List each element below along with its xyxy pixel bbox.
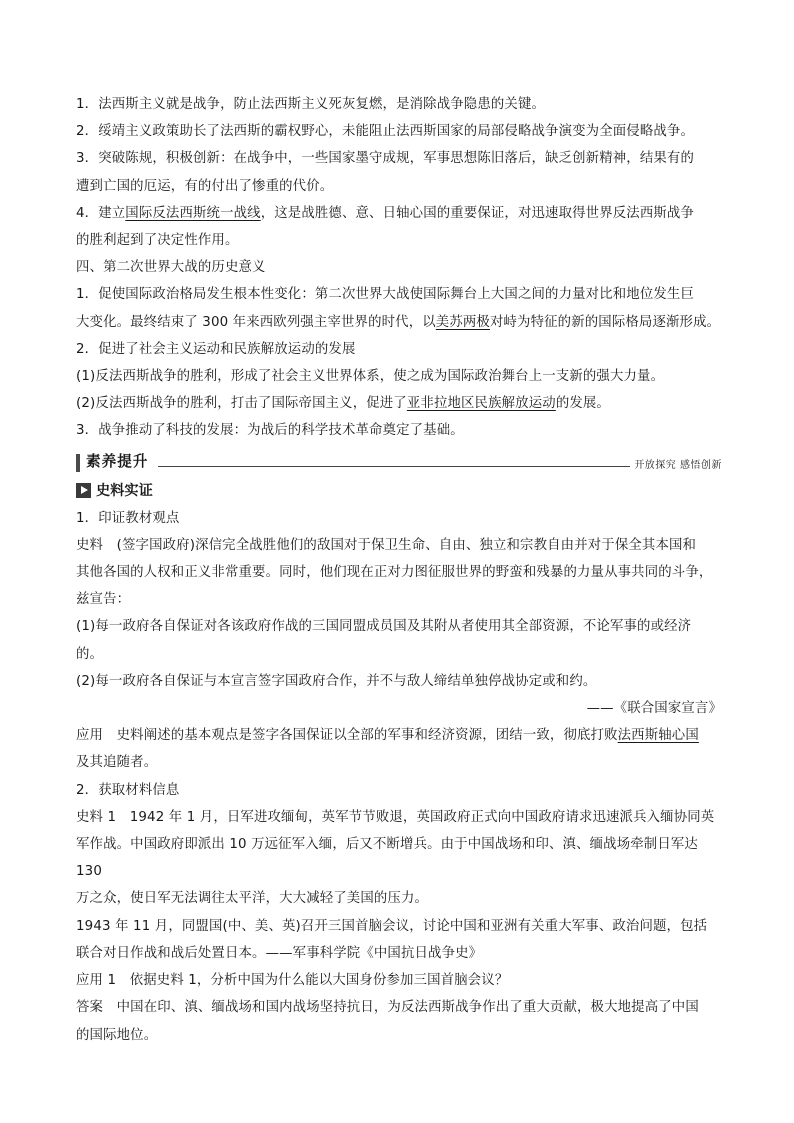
- source-text: (1)每一政府各自保证对各该政府作战的三国同盟成员国及其附从者使用其全部资源，不论军事的或经济: [76, 619, 692, 635]
- answer-text: 的国际地位。: [76, 1027, 158, 1043]
- paragraph: 遭到亡国的厄运，有的付出了惨重的代价。: [76, 178, 334, 194]
- section-heading: 四、第二次世界大战的历史意义: [76, 260, 266, 276]
- application-text: 及其追随者。: [76, 755, 158, 771]
- play-triangle-icon: [76, 483, 91, 498]
- paragraph: (2)反法西斯战争的胜利，打击了国际帝国主义，促进了亚非拉地区民族解放运动的发展。: [76, 396, 610, 412]
- underlined-term: 亚非拉地区民族解放运动: [406, 396, 556, 412]
- paragraph: 1．法西斯主义就是战争，防止法西斯主义死灰复燃，是消除战争隐患的关键。: [76, 97, 546, 112]
- subsection-title: 史料实证: [96, 482, 153, 499]
- subsection-heading: 1．印证教材观点: [76, 510, 180, 526]
- paragraph: 大变化。最终结束了 300 年来西欧列强主宰世界的时代，以美苏两极对峙为特征的新的国际格局逐渐形成。: [76, 314, 721, 330]
- paragraph: (1)反法西斯战争的胜利，形成了社会主义世界体系，使之成为国际政治舞台上一支新的强大力量。: [76, 369, 665, 385]
- source-text: 1943 年 11 月，同盟国(中、美、英)召开三国首脑会议，讨论中国和亚洲有关重大军事、政治问题，包括: [76, 918, 708, 934]
- document-page: [76, 91, 722, 1049]
- source-citation: ——《联合国家宣言》: [586, 701, 722, 717]
- paragraph: 的胜利起到了决定性作用。: [76, 233, 239, 249]
- paragraph: 2．绥靖主义政策助长了法西斯的霸权野心，未能阻止法西斯国家的局部侵略战争演变为全面侵略战争。: [76, 124, 694, 140]
- source-text: 军作战。中国政府即派出 10 万远征军入缅，后又不断增兵。由于中国战场和印、滇、缅战场牵制日军达 130: [76, 837, 698, 880]
- source-text: 的。: [76, 646, 104, 662]
- source-text: 史料 1 1942 年 1 月，日军进攻缅甸，英军节节败退，英国政府正式向中国政府请求迅速派兵入缅协同英: [76, 809, 715, 825]
- subsection-header: [76, 477, 722, 505]
- paragraph: 1．促使国际政治格局发生根本性变化：第二次世界大战使国际舞台上大国之间的力量对比和地位发生巨: [76, 287, 694, 303]
- source-text: 联合对日作战和战后处置日本。——军事科学院《中国抗日战争史》: [76, 945, 483, 961]
- section-banner: [76, 448, 722, 476]
- source-text: 史料 (签字国政府)深信完全战胜他们的敌国对于保卫生命、自由、独立和宗教自由并对于保全其本国和: [76, 537, 697, 553]
- application-text: 应用 史料阐述的基本观点是签字各国保证以全部的军事和经济资源，团结一致，彻底打败法西斯轴心国: [76, 728, 699, 744]
- underlined-term: 法西斯轴心国: [617, 728, 699, 744]
- banner-tagline: 开放探究 感悟创新: [634, 459, 722, 471]
- subsection-heading: 2．获取材料信息: [76, 782, 180, 798]
- banner-bar: [76, 454, 80, 472]
- paragraph: 2．促进了社会主义运动和民族解放运动的发展: [76, 341, 356, 357]
- banner-divider: [158, 466, 630, 467]
- underlined-term: 国际反法西斯统一战线: [125, 205, 261, 221]
- underlined-term: 美苏两极: [435, 314, 490, 330]
- paragraph: 3．突破陈规，积极创新：在战争中，一些国家墨守成规，军事思想陈旧落后，缺乏创新精神，结果有的: [76, 151, 694, 167]
- question-text: 应用 1 依据史料 1，分析中国为什么能以大国身份参加三国首脑会议？: [76, 973, 509, 989]
- paragraph: 4．建立国际反法西斯统一战线，这是战胜德、意、日轴心国的重要保证，对迅速取得世界反法西斯战争: [76, 205, 695, 221]
- answer-text: 答案 中国在印、滇、缅战场和国内战场坚持抗日，为反法西斯战争作出了重大贡献，极大地提高了中国: [76, 1000, 699, 1016]
- source-text: 兹宣告：: [76, 592, 131, 608]
- paragraph: 3．战争推动了科技的发展：为战后的科学技术革命奠定了基础。: [76, 423, 464, 439]
- source-text: 万之众，使日军无法调往太平洋，大大减轻了美国的压力。: [76, 891, 429, 907]
- source-text: (2)每一政府各自保证与本宣言签字国政府合作，并不与敌人缔结单独停战协定或和约。: [76, 673, 597, 689]
- banner-title: 素养提升: [86, 452, 149, 470]
- source-text: 其他各国的人权和正义非常重要。同时，他们现在正对力图征服世界的野蛮和残暴的力量从事共同的斗争，: [76, 565, 713, 581]
